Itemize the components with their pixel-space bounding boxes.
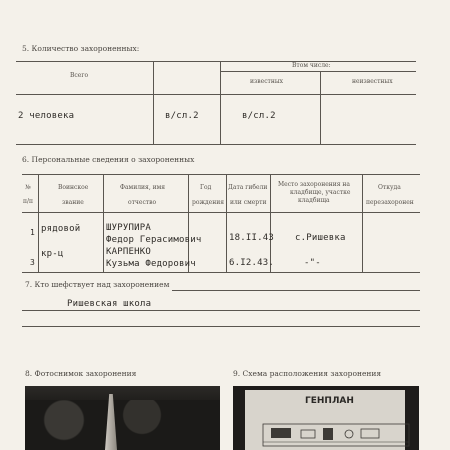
row2-surname: КАРПЕНКО bbox=[106, 247, 151, 257]
hdr-year-2: рождения bbox=[192, 199, 225, 206]
table6-top-line bbox=[22, 174, 420, 175]
table5-sub-line bbox=[220, 71, 416, 72]
col-known-header: известных bbox=[250, 78, 284, 85]
burial-scheme-image bbox=[233, 386, 419, 450]
table6-divider-2 bbox=[103, 174, 104, 272]
table6-divider-4 bbox=[226, 174, 227, 272]
general-plan-title: ГЕНПЛАН bbox=[305, 396, 354, 406]
table5-bottom-line bbox=[16, 144, 416, 145]
section-7-title: 7. Кто шефствует над захоронением bbox=[25, 280, 170, 289]
military-count-a: в/сл.2 bbox=[165, 111, 199, 121]
section7-line-3 bbox=[22, 326, 420, 327]
hdr-num-2: п/п bbox=[23, 198, 34, 205]
hdr-death-1: Дата гибели bbox=[228, 184, 268, 191]
hdr-from-1: Откуда bbox=[378, 184, 401, 191]
table5-top-line bbox=[16, 61, 416, 62]
hdr-rank-1: Воинское bbox=[58, 184, 89, 191]
table5-header-bottom-line bbox=[16, 94, 416, 95]
table6-bottom-line bbox=[22, 272, 420, 273]
row2-num: 3 bbox=[30, 258, 36, 267]
burial-photo bbox=[25, 386, 220, 450]
table5-divider-3 bbox=[320, 71, 321, 144]
table6-divider-1 bbox=[38, 174, 39, 272]
row1-num: 1 bbox=[30, 228, 36, 237]
row1-given: Федор Герасимович bbox=[106, 235, 202, 245]
patron-value: Ришевская школа bbox=[67, 299, 152, 309]
hdr-rank-2: звание bbox=[62, 199, 84, 206]
col-of-them-header: Втом числе: bbox=[292, 62, 331, 69]
row1-rank: рядовой bbox=[41, 224, 81, 234]
table6-header-bottom-line bbox=[22, 212, 420, 213]
hdr-place-3: кладбища bbox=[298, 197, 330, 204]
row2-rank: кр-ц bbox=[41, 249, 64, 259]
hdr-name-1: Фамилия, имя bbox=[120, 184, 166, 191]
row2-place: -"- bbox=[304, 258, 321, 268]
table5-divider-1 bbox=[153, 61, 154, 144]
table6-divider-6 bbox=[362, 174, 363, 272]
hdr-num-1: № bbox=[25, 184, 31, 191]
military-count-b: в/сл.2 bbox=[242, 111, 276, 121]
section7-line-2 bbox=[22, 310, 420, 311]
section-8-title: 8. Фотоснимок захоронения bbox=[25, 369, 137, 378]
section7-line-1 bbox=[172, 290, 420, 291]
col-unknown-header: неизвестных bbox=[352, 78, 393, 85]
table5-divider-2 bbox=[220, 61, 221, 144]
site-plan-drawing bbox=[261, 420, 411, 448]
hdr-place-2: кладбище, участке bbox=[290, 189, 351, 196]
hdr-death-2: или смерти bbox=[230, 199, 267, 206]
row2-death: 6.I2.43. bbox=[229, 258, 274, 268]
section-9-title: 9. Схема расположения захоронения bbox=[233, 369, 382, 378]
hdr-name-2: отчество bbox=[128, 199, 157, 206]
total-buried-value: 2 человека bbox=[18, 111, 75, 121]
row1-death: 18.II.43 bbox=[229, 233, 274, 243]
hdr-from-2: перезахоронен bbox=[366, 199, 414, 206]
hdr-year-1: Год bbox=[200, 184, 212, 191]
row2-given: Кузьма Федорович bbox=[106, 259, 196, 269]
col-total-header: Всего bbox=[70, 72, 89, 79]
row1-place: с.Ришевка bbox=[295, 233, 346, 243]
section-6-title: 6. Персональные сведения о захороненных bbox=[22, 155, 195, 164]
section-5-title: 5. Количество захороненных: bbox=[22, 44, 140, 53]
table6-divider-3 bbox=[188, 174, 189, 272]
hdr-place-1: Место захоронения на bbox=[278, 181, 351, 188]
row1-surname: ШУРУПИРА bbox=[106, 223, 151, 233]
